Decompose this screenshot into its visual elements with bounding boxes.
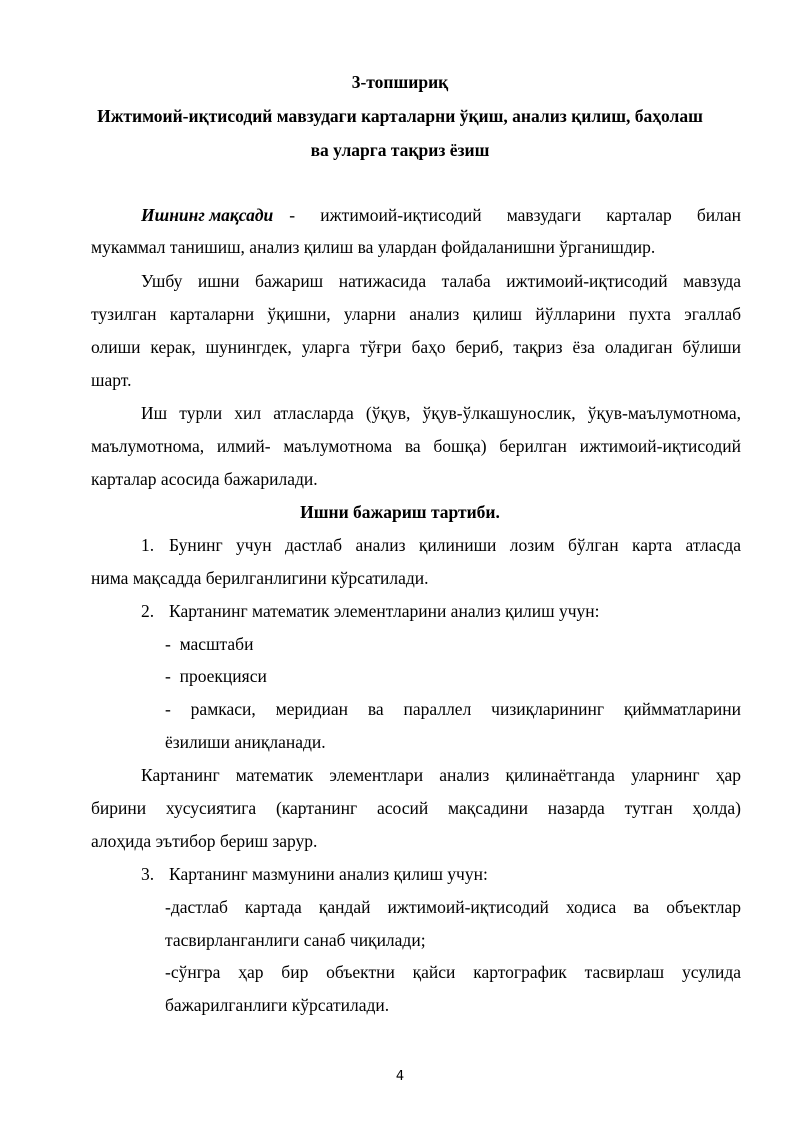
para4-line-1: Картанинг математик элементлари анализ қилинаётганда уларнинг ҳар bbox=[141, 765, 741, 785]
step2-bullet-3-line-1: - рамкаси, меридиан ва параллел чизиқларининг қиймматларини bbox=[165, 699, 741, 719]
purpose-label: Ишнинг мақсади bbox=[141, 205, 274, 225]
para2-line-2: тузилган карталарни ўқишни, уларни анализ қилиш йўлларини пухта эгаллаб bbox=[91, 304, 741, 324]
para2-line-1: Ушбу ишни бажариш натижасида талаба ижтимоий-иқтисодий мавзуда bbox=[141, 271, 741, 291]
procedure-title: Ишни бажариш тартиби. bbox=[300, 502, 500, 522]
step2-number: 2. bbox=[141, 601, 155, 621]
step1-number: 1. bbox=[141, 535, 155, 555]
purpose-text-1: - ижтимоий-иқтисодий мавзудаги карталар билан bbox=[289, 205, 741, 225]
page-number: 4 bbox=[395, 1069, 405, 1084]
step3-item-2-line-1: -сўнгра ҳар бир объектни қайси картографик тасвирлаш усулида bbox=[165, 962, 741, 982]
para3-line-3: карталар асосида бажарилади. bbox=[91, 469, 318, 489]
step2-bullet-2: - проекцияси bbox=[165, 666, 267, 686]
step3-item-1-line-2: тасвирланганлиги санаб чиқилади; bbox=[165, 930, 426, 950]
step3-item-1-line-1: -дастлаб картада қандай ижтимоий-иқтисодий ходиса ва объектлар bbox=[165, 897, 741, 917]
step1-line-1: Бунинг учун дастлаб анализ қилиниши лозим бўлган карта атласда bbox=[169, 535, 741, 555]
purpose-text-2: мукаммал танишиш, анализ қилиш ва улардан фойдаланишни ўрганишдир. bbox=[91, 237, 656, 257]
step2-bullet-3-line-2: ёзилиши аниқланади. bbox=[165, 732, 326, 752]
para4-line-2: бирини хусусиятига (картанинг асосий мақсадини назарда тутган ҳолда) bbox=[91, 798, 741, 818]
step2-line-1: Картанинг математик элементларини анализ қилиш учун: bbox=[169, 601, 600, 621]
para4-line-3: алоҳида эътибор бериш зарур. bbox=[91, 831, 318, 851]
task-number: 3-топшириқ bbox=[351, 72, 449, 92]
para2-line-4: шарт. bbox=[91, 370, 132, 390]
para2-line-3: олиши керак, шунингдек, уларга тўғри баҳо бериб, тақриз ёза оладиган бўлиши bbox=[91, 337, 741, 357]
step3-number: 3. bbox=[141, 864, 155, 884]
step2-bullet-1: - масштаби bbox=[165, 634, 254, 654]
para3-line-2: маълумотнома, илмий- маълумотнома ва бошқа) берилган ижтимоий-иқтисодий bbox=[91, 436, 741, 456]
para3-line-1: Иш турли хил атласларда (ўқув, ўқув-ўлкашунослик, ўқув-маълумотнома, bbox=[141, 403, 741, 423]
step3-line-1: Картанинг мазмунини анализ қилиш учун: bbox=[169, 864, 488, 884]
title-line-2: ва уларга тақриз ёзиш bbox=[310, 140, 490, 160]
purpose-line-1 bbox=[141, 207, 741, 225]
title-line-1: Ижтимоий-иқтисодий мавзудаги карталарни ўқиш, анализ қилиш, баҳолаш bbox=[97, 106, 703, 126]
step3-item-2-line-2: бажарилганлиги кўрсатилади. bbox=[165, 995, 390, 1015]
step1-line-2: нима мақсадда берилганлигини кўрсатилади. bbox=[91, 568, 429, 588]
